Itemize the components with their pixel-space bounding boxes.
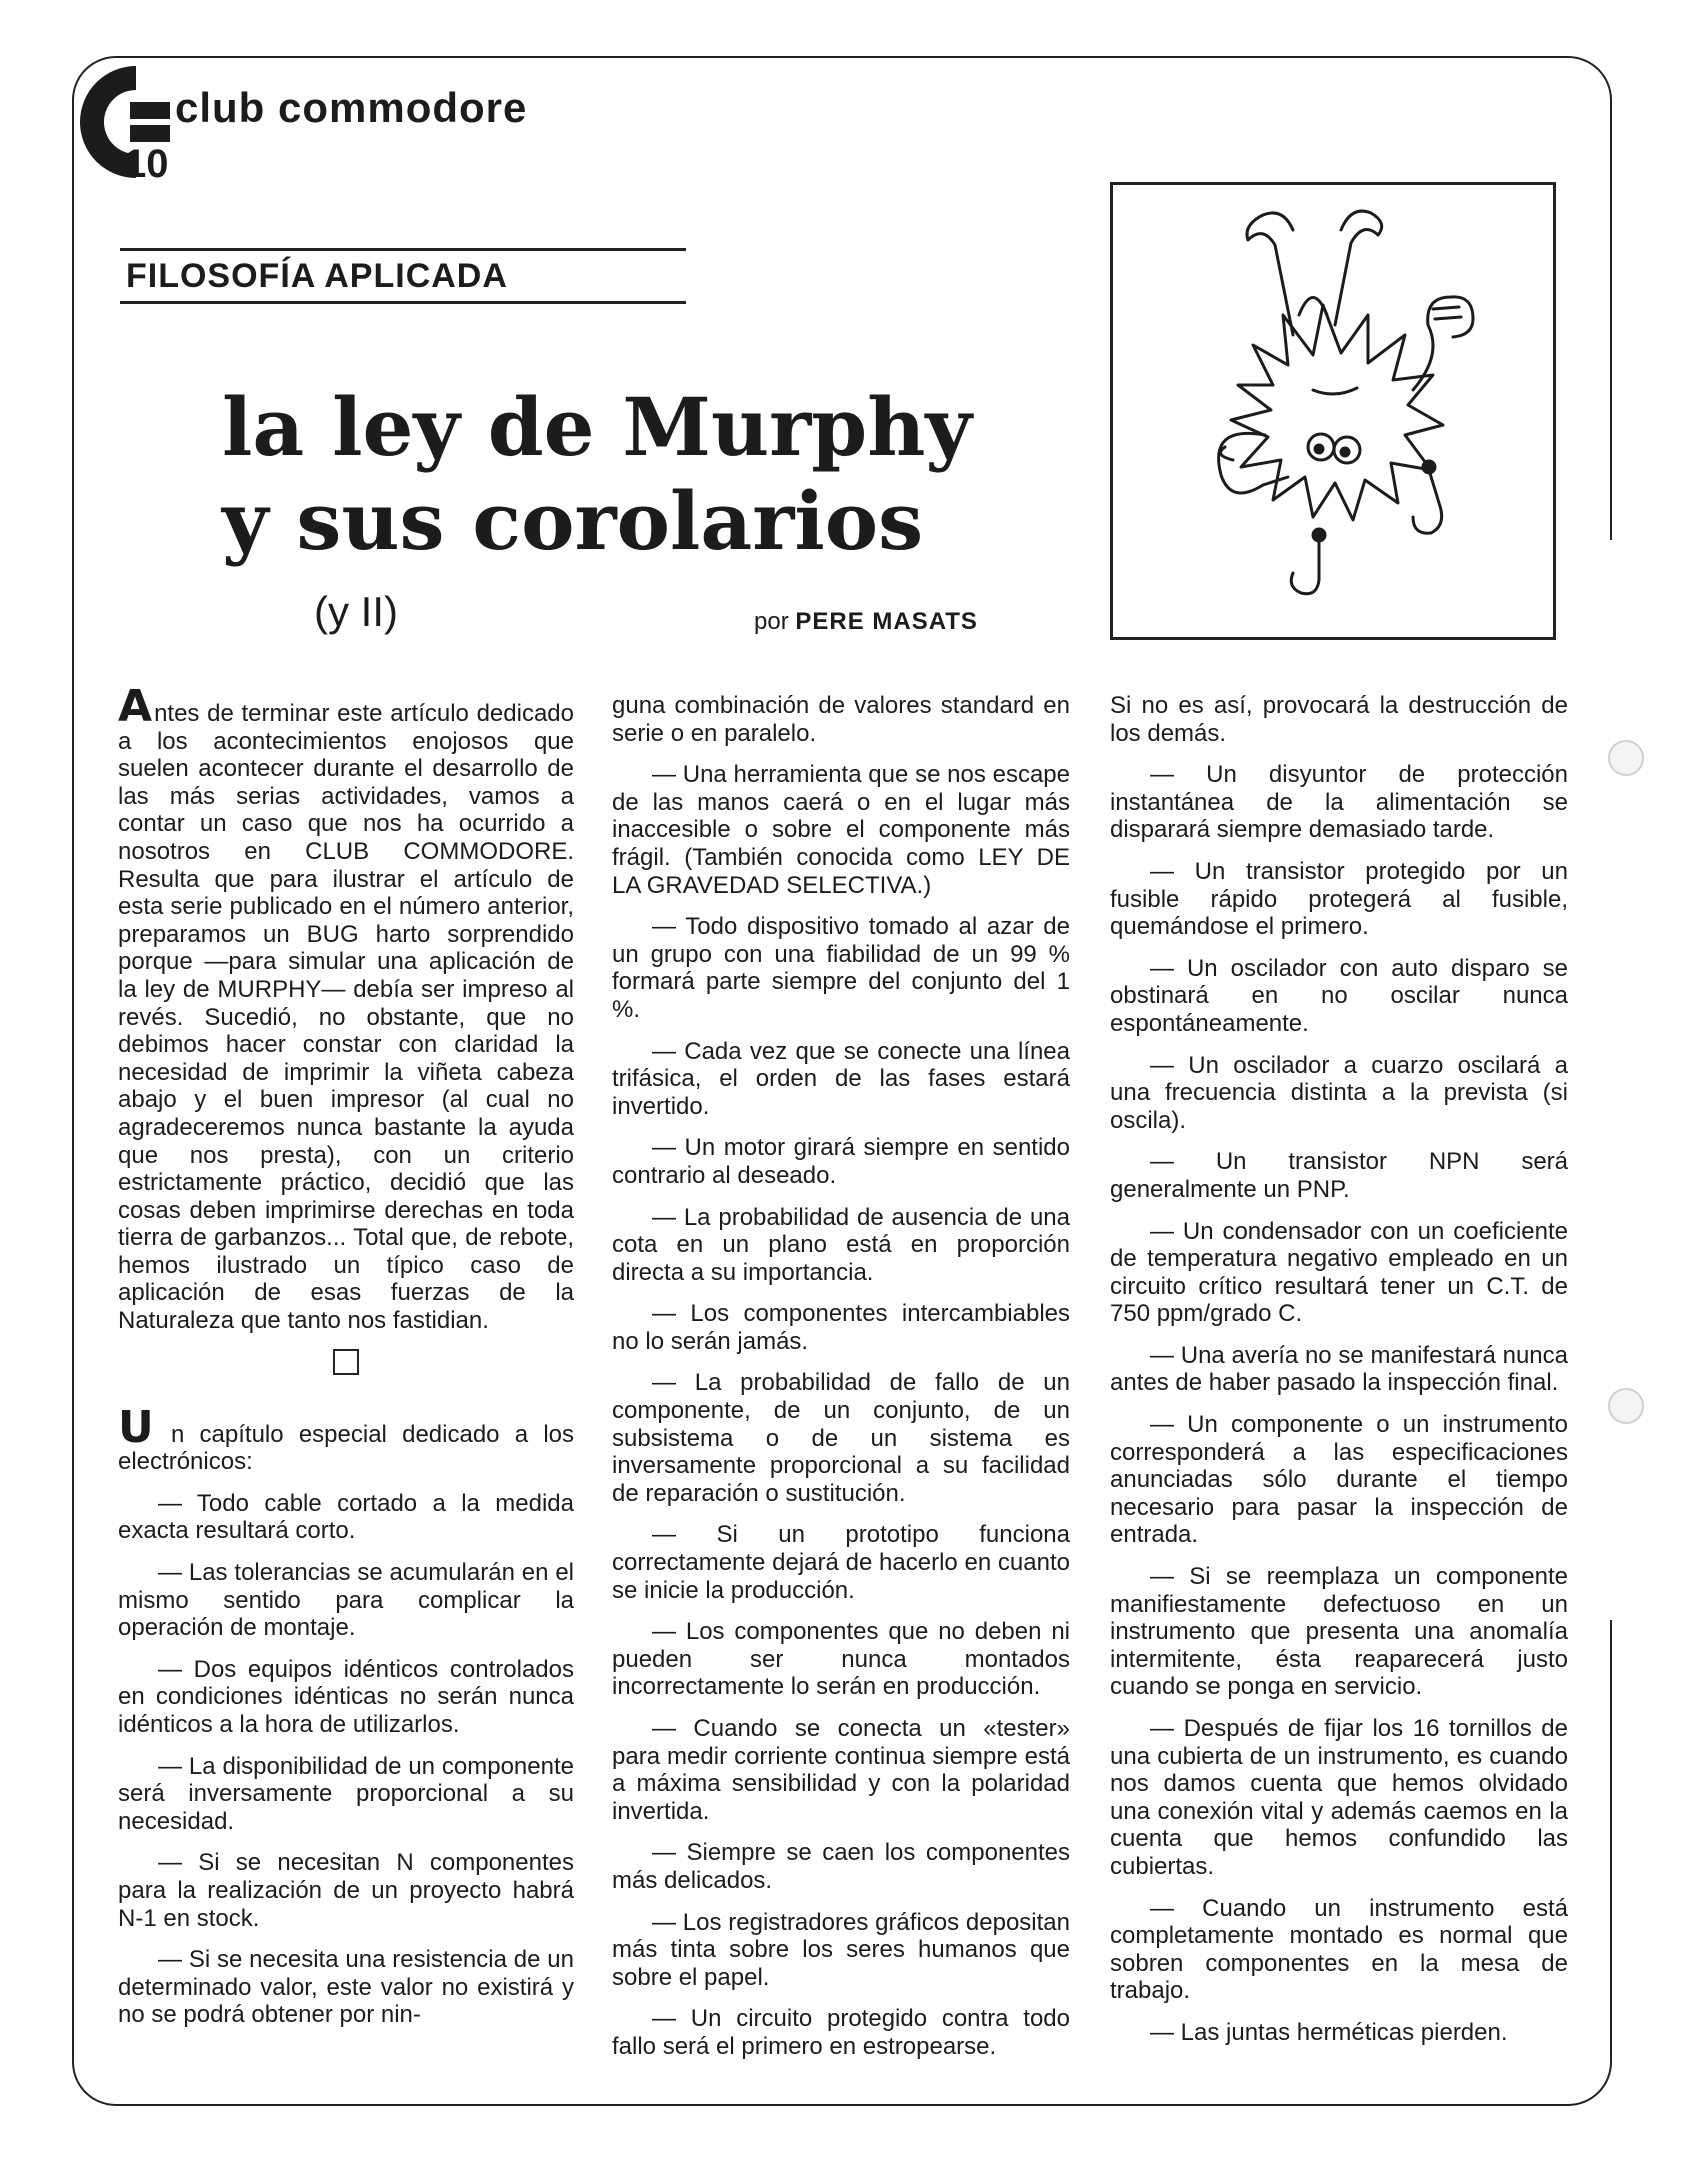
list-item: — Dos equipos idénticos controlados en condiciones idénticas no serán nunca idénticos a la hora de utilizarlos. <box>118 1655 574 1738</box>
list-item: — Un circuito protegido contra todo fallo será el primero en estropearse. <box>612 2005 1070 2060</box>
list-item: — Un disyuntor de protección instantánea de la alimentación se disparará siempre demasiado tarde. <box>1110 761 1568 844</box>
list-item: — Después de fijar los 16 tornillos de una cubierta de un instrumento, es cuando nos damos cuenta que hemos olvidado una conexión vital y además caemos en la cuenta que hemos confundido las cubiertas. <box>1110 1715 1568 1880</box>
list-item: — Las juntas herméticas pierden. <box>1150 2018 1508 2046</box>
article-subtitle: (y II) <box>314 588 398 635</box>
title-line-2: y sus corolarios <box>222 474 924 568</box>
list-item: — Siempre se caen los componentes más delicados. <box>612 1839 1070 1894</box>
text-column-3 <box>1110 692 1568 2061</box>
intro-text: ntes de terminar este artículo dedicado a los acontecimientos enojosos que suelen acontecer durante el desarrollo de las más serias actividades, vamos a contar un caso que nos ha ocurrido a nosotros en CLUB COMMODORE. Resulta que para ilustrar el artículo de esta serie publicado en el número anterior, preparamos un BUG harto sorprendido porque —para simular una aplicación de la ley de MURPHY— debía ser impreso al revés. Sucedió, no obstante, que no debimos hacer constar con claridad la necesidad de imprimir la viñeta cabeza abajo y el buen impresor (al cual no agradeceremos nunca bastante la ayuda que nos presta), con un criterio estrictamente práctico, decidió que las cosas deben imprimirse derechas en toda tierra de garbanzos... Total que, de rebote, hemos ilustrado un típico caso de aplicación de esas fuerzas de la Naturaleza que tanto nos fastidian. <box>118 700 574 1335</box>
dropcap: U <box>118 1401 154 1453</box>
list-item: — Cada vez que se conecte una línea trifásica, el orden de las fases estará invertido. <box>612 1037 1070 1120</box>
electronics-intro <box>118 1401 575 1476</box>
list-item: — Todo dispositivo tomado al azar de un grupo con una fiabilidad de un 99 % formará parte siempre del conjunto del 1 %. <box>612 913 1070 1023</box>
list-item: — Si un prototipo funciona correctamente dejará de hacerlo en cuanto se inicie la producción. <box>612 1521 1070 1604</box>
list-item: — Si se necesita una resistencia de un determinado valor, este valor no existirá y no se podrá obtener por nin- <box>118 1946 574 2029</box>
bug-illustration <box>1110 182 1556 640</box>
section-label: FILOSOFÍA APLICADA <box>120 248 686 304</box>
list-item: — Los registradores gráficos depositan más tinta sobre los seres humanos que sobre el papel. <box>612 1908 1070 1991</box>
list-item: — Los componentes intercambiables no lo serán jamás. <box>612 1300 1070 1355</box>
frame-gap <box>1600 540 1630 1620</box>
list-item: — Una avería no se manifestará nunca antes de haber pasado la inspección final. <box>1110 1341 1568 1397</box>
binder-hole <box>1608 1388 1644 1424</box>
list-item: — Cuando un instrumento está completamente montado es normal que sobren componentes en la mesa de trabajo. <box>1110 1894 1568 2005</box>
intro-paragraph <box>118 681 574 1335</box>
list-item: — Un transistor protegido por un fusible rápido protegerá al fusible, quemándose el primero. <box>1110 857 1568 941</box>
list-item: — La probabilidad de fallo de un componente, de un conjunto, de un subsistema o de un sistema es inversamente proporcional a su facilidad de reparación o sustitución. <box>612 1369 1070 1507</box>
upside-down-bug-icon <box>1113 185 1553 637</box>
list-item: — Una herramienta que se nos escape de las manos caerá o en el lugar más inaccesible o sobre el componente más frágil. (También conocida como LEY DE LA GRAVEDAD SELECTIVA.) <box>612 761 1070 899</box>
frame-edge <box>1610 1620 1612 1840</box>
list-item: — Un oscilador a cuarzo oscilará a una frecuencia distinta a la prevista (si oscila). <box>1110 1051 1568 1134</box>
list-item: — La disponibilidad de un componente será inversamente proporcional a su necesidad. <box>118 1752 574 1835</box>
list-item: — Un motor girará siempre en sentido contrario al deseado. <box>612 1134 1070 1189</box>
dropcap: A <box>118 681 153 732</box>
byline-prefix: por <box>754 608 789 635</box>
list-item: — Un oscilador con auto disparo se obstinará en no oscilar nunca espontáneamente. <box>1110 954 1568 1037</box>
list-item: — Cuando se conecta un «tester» para medir corriente continua siempre está a máxima sensibilidad y con la polaridad invertida. <box>612 1715 1070 1825</box>
list-item: — Los componentes que no deben ni pueden ser nunca montados incorrectamente lo serán en producción. <box>612 1618 1070 1701</box>
list-item: — Un transistor NPN será generalmente un PNP. <box>1110 1148 1568 1203</box>
list-item: — Si se necesitan N componentes para la realización de un proyecto habrá N-1 en stock. <box>118 1849 574 1932</box>
list-item: — Si se reemplaza un componente manifiestamente defectuoso en un instrumento que presenta una anomalía intermitente, ésta reaparecerá justo cuando se ponga en servicio. <box>1110 1563 1568 1701</box>
byline-author: PERE MASATS <box>795 608 978 635</box>
electronics-intro-text: n capítulo especial dedicado a los electrónicos: <box>118 1420 575 1476</box>
continuation-text: Si no es así, provocará la destrucción de los demás. <box>1110 692 1568 747</box>
binder-hole <box>1608 740 1644 776</box>
continuation-text: guna combinación de valores standard en serie o en paralelo. <box>612 692 1070 747</box>
brand-name: club commodore <box>175 84 528 131</box>
byline <box>754 608 978 636</box>
article-title <box>222 380 1122 568</box>
list-item: — Todo cable cortado a la medida exacta resultará corto. <box>118 1489 574 1545</box>
end-mark-icon <box>333 1349 359 1375</box>
list-item: — Un componente o un instrumento corresponderá a las especificaciones anunciadas sólo durante el tiempo necesario para pasar la inspección de entrada. <box>1110 1411 1568 1549</box>
list-item: — Un condensador con un coeficiente de temperatura negativo empleado en un circuito crítico resultará tener un C.T. de 750 ppm/grado C. <box>1110 1217 1568 1328</box>
page-number: 10 <box>124 142 169 186</box>
text-column-1 <box>118 681 575 2043</box>
title-line-1: la ley de Murphy <box>222 380 972 474</box>
text-column-2 <box>612 692 1070 2075</box>
list-item: — Las tolerancias se acumularán en el mismo sentido para complicar la operación de montaje. <box>118 1559 574 1642</box>
list-item: — La probabilidad de ausencia de una cota en un plano está en proporción directa a su importancia. <box>612 1203 1070 1286</box>
frame-edge <box>1610 470 1612 520</box>
